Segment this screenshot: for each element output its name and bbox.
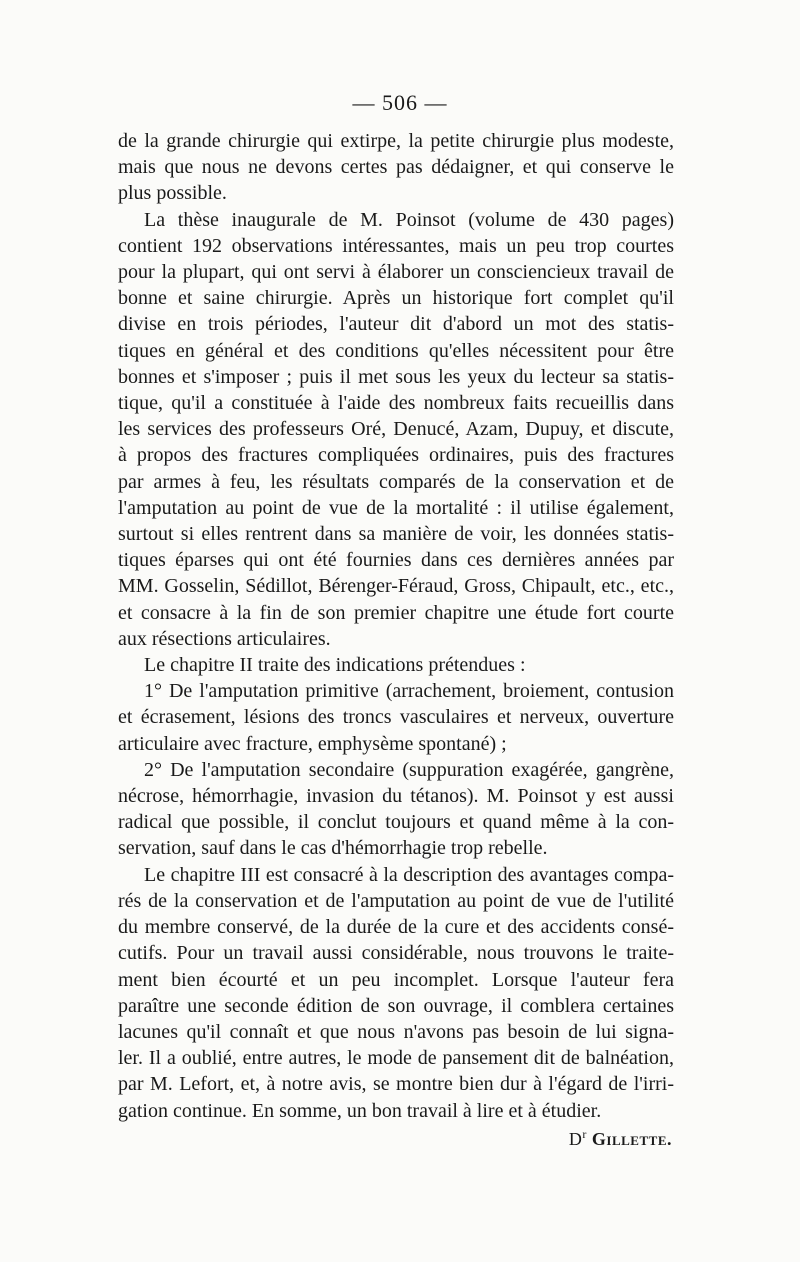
text-line: paraître une seconde édition de son ouvrage, il comblera certaines <box>118 994 674 1017</box>
text-line: ler. Il a oublié, entre autres, le mode de pansement dit de balnéation, <box>118 1047 674 1070</box>
text-line: tiques en général et des conditions qu'elles nécessitent pour être <box>118 339 674 362</box>
signature-sup: r <box>582 1127 587 1141</box>
text-line: contient 192 observations intéressantes, mais un peu trop courtes <box>118 234 674 257</box>
text-line: pour la plupart, qui ont servi à élaborer un consciencieux travail de <box>118 261 674 284</box>
text-line: gation continue. En somme, un bon travail à lire et à étudier. <box>118 1099 602 1122</box>
signature <box>0 1127 672 1150</box>
text-line: 1° De l'amputation primitive (arrachement, broiement, contusion <box>144 680 674 703</box>
text-line: Le chapitre III est consacré à la description des avantages compa- <box>144 863 674 886</box>
text-line: radical que possible, il conclut toujours et quand même à la con- <box>118 811 674 834</box>
text-line: cutifs. Pour un travail aussi considérable, nous trouvons le traite- <box>118 942 674 965</box>
text-line: lacunes qu'il connaît et que nous n'avons pas besoin de lui signa- <box>118 1020 674 1043</box>
text-line: La thèse inaugurale de M. Poinsot (volume de 430 pages) <box>144 208 674 231</box>
text-line: divise en trois périodes, l'auteur dit d'abord un mot des statis- <box>118 313 674 336</box>
text-line: tique, qu'il a constituée à l'aide des nombreux faits recueillis dans <box>118 392 674 415</box>
text-line: et consacre à la fin de son premier chapitre une étude fort courte <box>118 601 674 624</box>
text-line: tiques éparses qui ont été fournies dans ces dernières années par <box>118 549 674 572</box>
text-line: servation, sauf dans le cas d'hémorrhagie trop rebelle. <box>118 837 548 860</box>
text-line: de la grande chirurgie qui extirpe, la petite chirurgie plus modeste, <box>118 130 674 152</box>
signature-name: Gillette. <box>591 1129 672 1149</box>
text-line: les services des professeurs Oré, Denucé, Azam, Dupuy, et discute, <box>118 418 674 441</box>
text-line: et écrasement, lésions des troncs vasculaires et nerveux, ouverture <box>118 706 674 729</box>
text-line: par armes à feu, les résultats comparés de la conservation et de <box>118 470 674 493</box>
text-line: plus possible. <box>118 182 227 205</box>
page-number: — 506 — <box>352 90 448 115</box>
signature-prefix: D <box>568 1129 583 1149</box>
text-line: MM. Gosselin, Sédillot, Bérenger-Féraud, Gross, Chipault, etc., etc., <box>118 575 674 598</box>
text-line: surtout si elles rentrent dans sa manière de voir, les données statis- <box>118 523 674 546</box>
text-line: ment bien écourté et un peu incomplet. Lorsque l'auteur fera <box>118 968 674 991</box>
body-text <box>118 128 674 1124</box>
text-line: rés de la conservation et de l'amputation au point de vue de l'utilité <box>118 889 674 912</box>
text-line: nécrose, hémorrhagie, invasion du tétanos). M. Poinsot y est aussi <box>118 785 674 808</box>
text-line: par M. Lefort, et, à notre avis, se montre bien dur à l'égard de l'irri- <box>118 1073 674 1096</box>
text-line: bonnes et s'imposer ; puis il met sous les yeux du lecteur sa statis- <box>118 365 674 388</box>
text-line: à propos des fractures compliquées ordinaires, puis des fractures <box>118 444 674 467</box>
text-line: mais que nous ne devons certes pas dédaigner, et qui conserve le <box>118 156 674 179</box>
text-line: aux résections articulaires. <box>118 627 331 650</box>
text-line: 2° De l'amputation secondaire (suppuration exagérée, gangrène, <box>144 758 674 781</box>
text-line: l'amputation au point de vue de la mortalité : il utilise également, <box>118 496 674 519</box>
text-line: articulaire avec fracture, emphysème spontané) ; <box>118 732 507 755</box>
text-line: Le chapitre II traite des indications prétendues : <box>144 654 526 677</box>
text-line: bonne et saine chirurgie. Après un historique fort complet qu'il <box>118 287 674 310</box>
text-line: du membre conservé, de la durée de la cure et des accidents consé- <box>118 916 674 939</box>
